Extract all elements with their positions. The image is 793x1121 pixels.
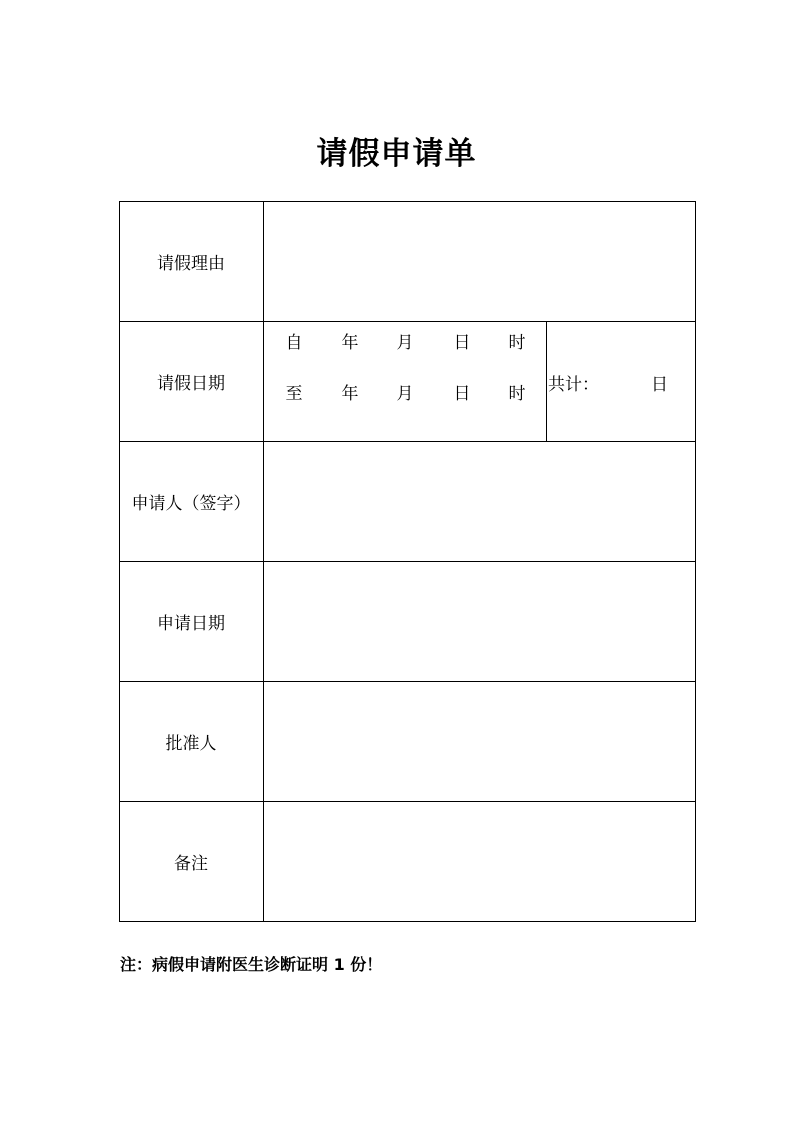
table-border-bottom <box>119 921 696 922</box>
label-approver: 批准人 <box>165 733 217 754</box>
total-days-label: 共计： <box>548 375 599 395</box>
leave-form-table <box>119 201 696 922</box>
page-title: 请假申请单 <box>316 136 477 172</box>
date-from-prefix: 自 <box>285 333 303 353</box>
date-to-hour[interactable]: 时 <box>508 384 526 404</box>
date-to-prefix: 至 <box>285 384 303 404</box>
footnote: 注：病假申请附医生诊断证明 1 份！ <box>120 955 383 974</box>
label-leave-reason: 请假理由 <box>157 253 225 274</box>
date-from-hour[interactable]: 时 <box>508 333 526 353</box>
total-days-unit[interactable]: 日 <box>651 375 668 395</box>
application-date-field[interactable] <box>264 562 695 681</box>
total-days-divider <box>546 321 547 441</box>
date-to-year[interactable]: 年 <box>341 384 359 404</box>
label-applicant-signature: 申请人（签字） <box>131 493 251 514</box>
label-leave-dates: 请假日期 <box>157 373 225 394</box>
date-from-month[interactable]: 月 <box>396 333 414 353</box>
label-remarks: 备注 <box>174 853 208 874</box>
leave-reason-field[interactable] <box>264 202 695 321</box>
remarks-field[interactable] <box>264 802 695 921</box>
label-application-date: 申请日期 <box>157 613 225 634</box>
date-to-day[interactable]: 日 <box>453 384 471 404</box>
date-from-day[interactable]: 日 <box>453 333 471 353</box>
approver-field[interactable] <box>264 682 695 801</box>
applicant-signature-field[interactable] <box>264 442 695 561</box>
date-to-month[interactable]: 月 <box>396 384 414 404</box>
date-from-year[interactable]: 年 <box>341 333 359 353</box>
